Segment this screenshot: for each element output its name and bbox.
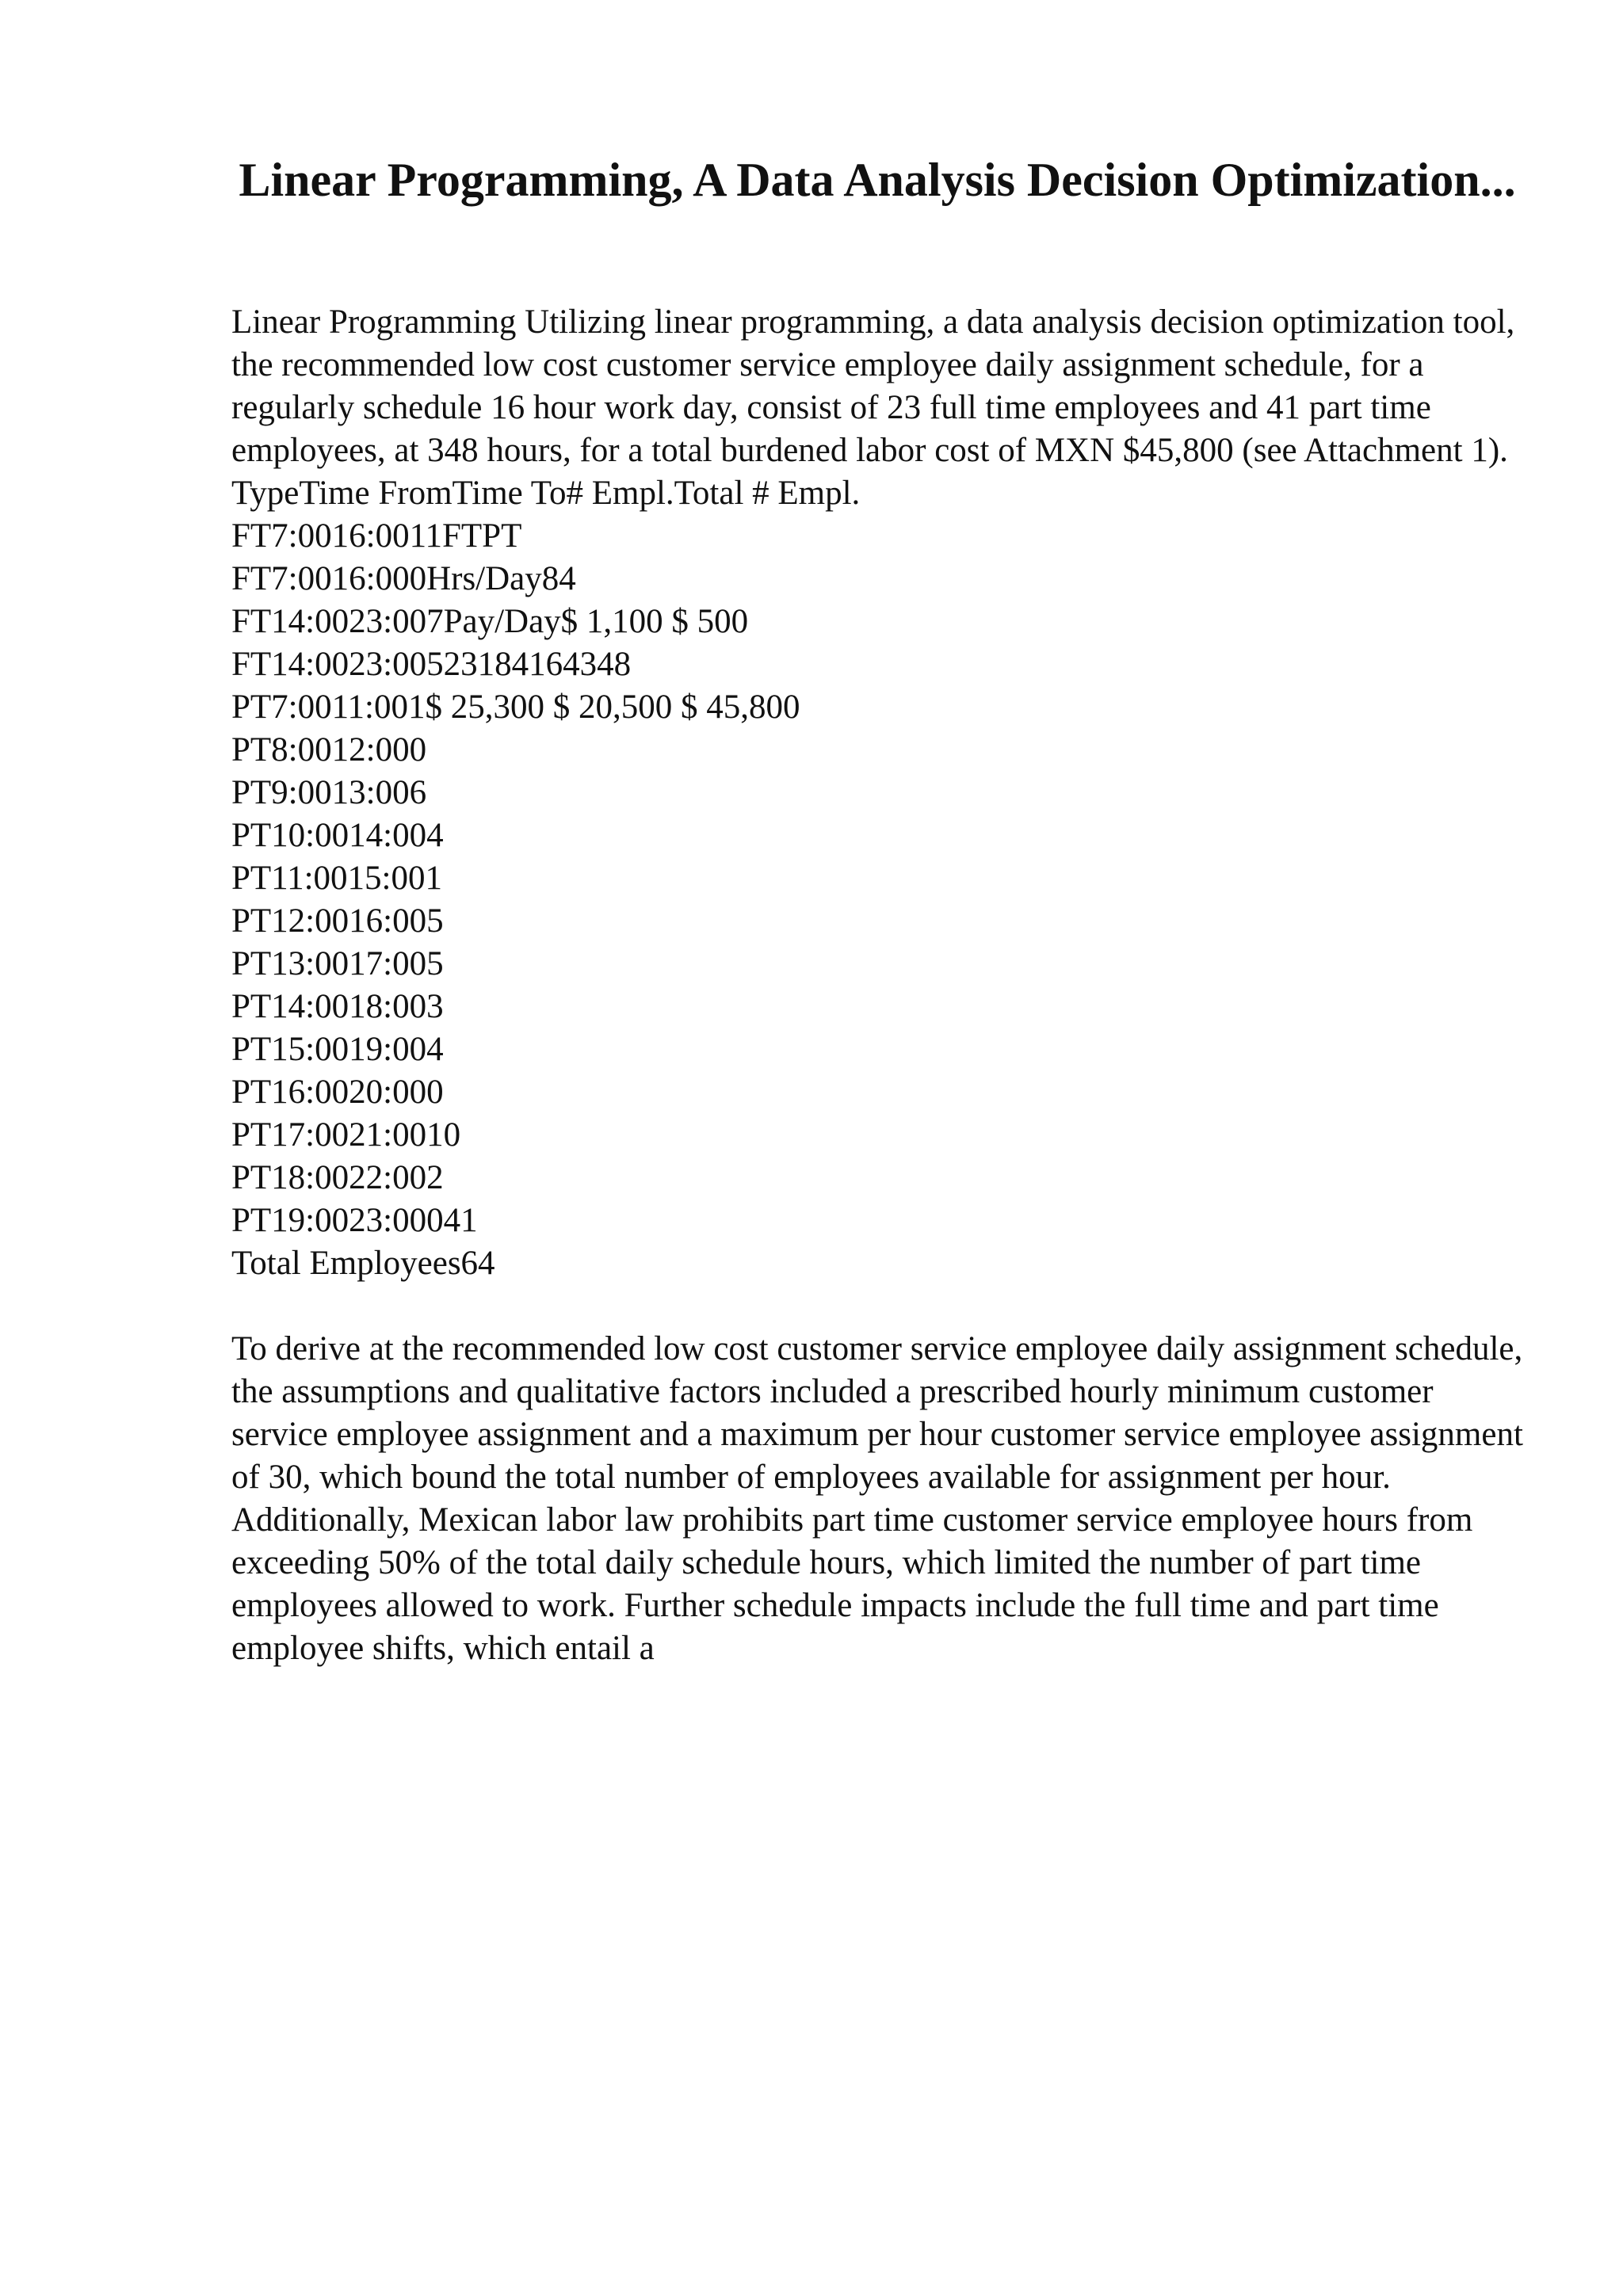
table-line: FT7:0016:000Hrs/Day84 [231, 560, 576, 597]
table-line: PT18:0022:002 [231, 1159, 444, 1196]
table-line: PT8:0012:000 [231, 731, 427, 769]
table-line: PT15:0019:004 [231, 1031, 444, 1068]
schedule-table-text [231, 472, 1523, 1285]
table-line: PT10:0014:004 [231, 817, 444, 854]
document-title: Linear Programming, A Data Analysis Decision Optimization... [239, 154, 1516, 206]
table-line: FT14:0023:007Pay/Day$ 1,100 $ 500 [231, 603, 749, 640]
table-line: PT17:0021:0010 [231, 1116, 461, 1154]
table-line: Total Employees64 [231, 1245, 495, 1282]
document-content [231, 301, 1523, 1670]
table-line: PT11:0015:001 [231, 860, 442, 897]
table-line: PT13:0017:005 [231, 945, 444, 982]
paragraph-spacer [231, 1285, 1523, 1328]
table-line: FT14:0023:00523184164348 [231, 646, 632, 683]
body-paragraph: To derive at the recommended low cost customer service employee daily assignment schedule, the assumptions and qualitative factors included a prescribed hourly minimum customer service employee assignment and a maximum per hour customer service employee assignment of 30, which bound the total number of employees available for assignment per hour. Additionally, Mexican labor law prohibits part time customer service employee hours from exceeding 50% of the total daily schedule hours, which limited the number of part time employees allowed to work. Further schedule impacts include the full time and part time employee shifts, which entail a [231, 1330, 1523, 1667]
table-line: TypeTime FromTime To# Empl.Total # Empl. [231, 475, 861, 512]
table-line: PT9:0013:006 [231, 774, 427, 811]
table-line: PT12:0016:005 [231, 902, 444, 940]
table-line: PT14:0018:003 [231, 988, 444, 1025]
table-line: PT16:0020:000 [231, 1074, 444, 1111]
intro-paragraph: Linear Programming Utilizing linear programming, a data analysis decision optimization tool, the recommended low cost customer service employee daily assignment schedule, for a regularly schedule 16 hour work day, consist of 23 full time employees and 41 part time employees, at 348 hours, for a total burdened labor cost of MXN $45,800 (see Attachment 1). [231, 303, 1515, 469]
table-line: PT19:0023:00041 [231, 1202, 478, 1239]
table-line: PT7:0011:001$ 25,300 $ 20,500 $ 45,800 [231, 688, 800, 726]
table-line: FT7:0016:0011FTPT [231, 517, 522, 555]
